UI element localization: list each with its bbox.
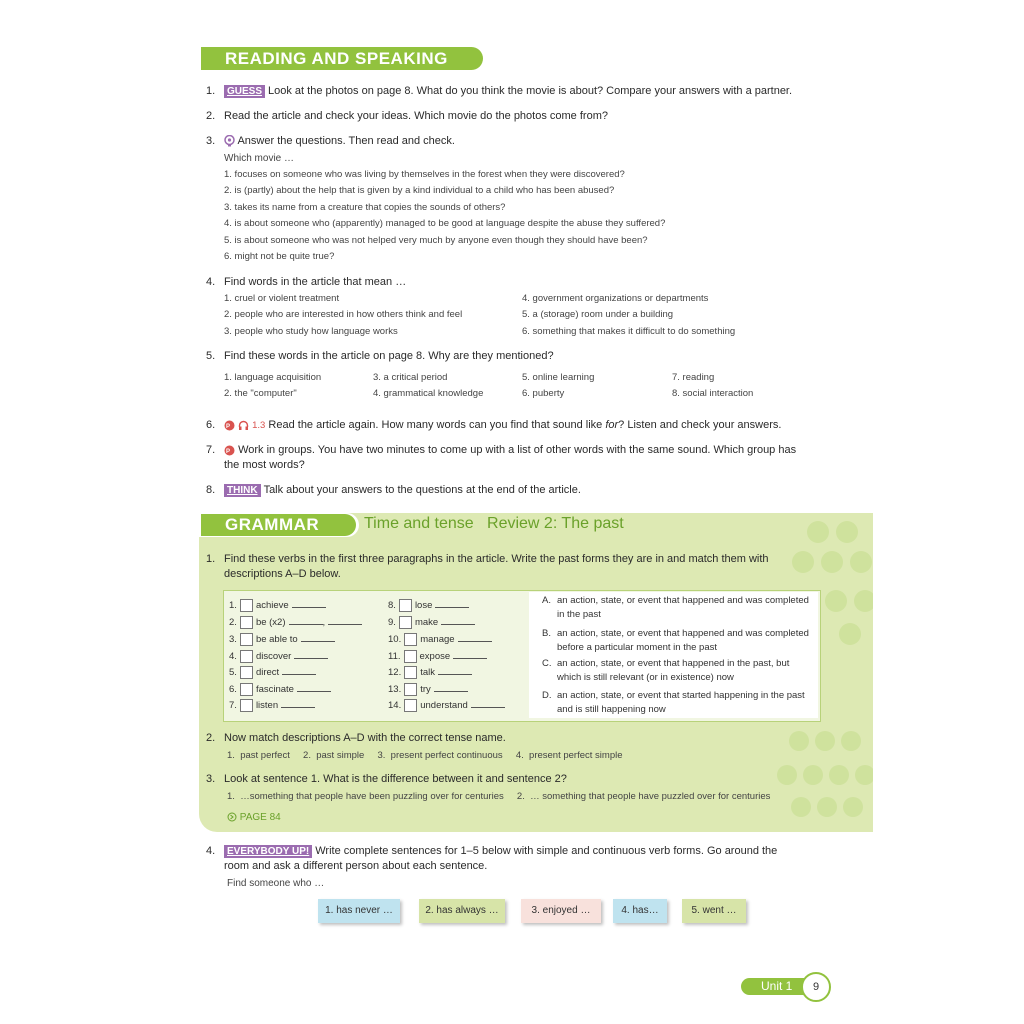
verb-checkbox[interactable] (404, 666, 417, 679)
answer-blank[interactable] (301, 631, 335, 642)
unit-label: Unit 1 (741, 978, 815, 995)
q5-item: 7. reading (672, 372, 715, 383)
decorative-dot (855, 765, 873, 785)
page-reference[interactable]: PAGE 84 (227, 812, 281, 823)
answer-blank[interactable] (294, 648, 328, 659)
think-tag: THINK (224, 484, 261, 497)
verb-item: 10. manage (388, 631, 492, 647)
verb-checkbox[interactable] (240, 633, 253, 646)
answer-blank[interactable] (441, 614, 475, 625)
answer-blank[interactable] (435, 597, 469, 608)
answer-blank[interactable] (434, 681, 468, 692)
verb-item: 4. discover (229, 648, 328, 664)
verb-item: 11. expose (388, 648, 487, 664)
q3-item: 2. is (partly) about the help that is given by a kind individual to a child who has been abused? (224, 185, 615, 196)
guess-tag: GUESS (224, 85, 265, 98)
q5-item: 6. puberty (522, 388, 565, 399)
decorative-dot (829, 765, 849, 785)
q3-item: 5. is about someone who was not helped very much by anyone even though they should have been? (224, 235, 648, 246)
decorative-dot (821, 551, 843, 573)
q3-item: 3. takes its name from a creature that copies the sounds of others? (224, 202, 506, 213)
answer-blank[interactable] (328, 614, 362, 625)
verb-item: 7. listen (229, 697, 315, 713)
q4-item: 5. a (storage) room under a building (522, 309, 674, 320)
verb-checkbox[interactable] (240, 683, 253, 696)
verb-checkbox[interactable] (240, 616, 253, 629)
answer-blank[interactable] (282, 664, 316, 675)
pronunciation-icon (224, 420, 235, 431)
headphones-icon[interactable] (238, 420, 249, 431)
grammar-subtitle: Time and tense Review 2: The past (364, 515, 624, 532)
q3-item: 4. is about someone who (apparently) managed to be good at language despite the abuse they suffered? (224, 218, 666, 229)
q3-item: 6. might not be quite true? (224, 251, 335, 262)
answer-blank[interactable] (438, 664, 472, 675)
q5-item: 1. language acquisition (224, 372, 322, 383)
answer-blank[interactable] (292, 597, 326, 608)
verb-checkbox[interactable] (404, 683, 417, 696)
verb-item: 9. make (388, 614, 475, 630)
svg-text:P: P (226, 448, 231, 455)
decorative-dot (817, 797, 837, 817)
svg-text:P: P (226, 423, 231, 430)
prompt-card: 4. has… (613, 899, 667, 923)
decorative-dot (825, 590, 847, 612)
q4-item: 6. something that makes it difficult to do something (522, 326, 736, 337)
answer-blank[interactable] (289, 614, 323, 625)
q5-item: 2. the "computer" (224, 388, 297, 399)
verb-item: 3. be able to (229, 631, 335, 647)
decorative-dot (791, 797, 811, 817)
decorative-dot (836, 521, 858, 543)
prompt-card: 2. has always … (419, 899, 505, 923)
reading-speaking-header: READING AND SPEAKING (201, 47, 483, 70)
verb-checkbox[interactable] (404, 633, 417, 646)
pronunciation-icon (224, 445, 235, 456)
decorative-dot (839, 623, 861, 645)
verb-checkbox[interactable] (240, 699, 253, 712)
decorative-dot (807, 521, 829, 543)
verb-checkbox[interactable] (399, 616, 412, 629)
q4-item: 1. cruel or violent treatment (224, 293, 340, 304)
q5-item: 8. social interaction (672, 388, 754, 399)
page-number: 9 (801, 972, 831, 1002)
verb-item: 2. be (x2) , (229, 614, 362, 630)
q5-item: 3. a critical period (373, 372, 448, 383)
q4-item: 4. government organizations or departments (522, 293, 709, 304)
arrow-circle-icon (227, 812, 237, 822)
decorative-dot (850, 551, 872, 573)
q5-item: 5. online learning (522, 372, 595, 383)
q5-item: 4. grammatical knowledge (373, 388, 484, 399)
grammar-header: GRAMMAR (201, 514, 356, 536)
answer-blank[interactable] (297, 681, 331, 692)
tense-options: 1. past perfect 2. past simple 3. present perfect continuous 4. present perfect simple (227, 750, 623, 761)
audio-track: 1.3 (252, 420, 266, 431)
verb-checkbox[interactable] (399, 599, 412, 612)
verb-item: 1. achieve (229, 597, 326, 613)
verb-item: 13. try (388, 681, 468, 697)
critical-thinking-icon (224, 135, 235, 147)
verb-checkbox[interactable] (240, 599, 253, 612)
verb-checkbox[interactable] (240, 666, 253, 679)
verb-item: 6. fascinate (229, 681, 331, 697)
q3-lead: Which movie … (224, 153, 295, 164)
q4-item: 2. people who are interested in how others think and feel (224, 309, 463, 320)
decorative-dot (841, 731, 861, 751)
q4-lead: Find someone who … (227, 878, 325, 889)
verb-checkbox[interactable] (404, 699, 417, 712)
answer-blank[interactable] (453, 648, 487, 659)
answer-blank[interactable] (281, 697, 315, 708)
everybody-up-tag: EVERYBODY UP! (224, 845, 312, 858)
q4-item: 3. people who study how language works (224, 326, 398, 337)
prompt-card: 3. enjoyed … (521, 899, 601, 923)
prompt-card: 1. has never … (318, 899, 400, 923)
decorative-dot (854, 590, 873, 612)
verb-checkbox[interactable] (240, 650, 253, 663)
verb-item: 8. lose (388, 597, 469, 613)
decorative-dot (843, 797, 863, 817)
answer-blank[interactable] (471, 697, 505, 708)
answer-blank[interactable] (458, 631, 492, 642)
sentence-options: 1. …something that people have been puzzling over for centuries 2. … something that people have puzzled over for centuries (227, 791, 771, 802)
verb-item: 5. direct (229, 664, 316, 680)
verb-item: 14. understand (388, 697, 505, 713)
verb-checkbox[interactable] (404, 650, 417, 663)
verb-item: 12. talk (388, 664, 472, 680)
prompt-card: 5. went … (682, 899, 746, 923)
q3-item: 1. focuses on someone who was living by themselves in the forest when they were discovered? (224, 169, 625, 180)
